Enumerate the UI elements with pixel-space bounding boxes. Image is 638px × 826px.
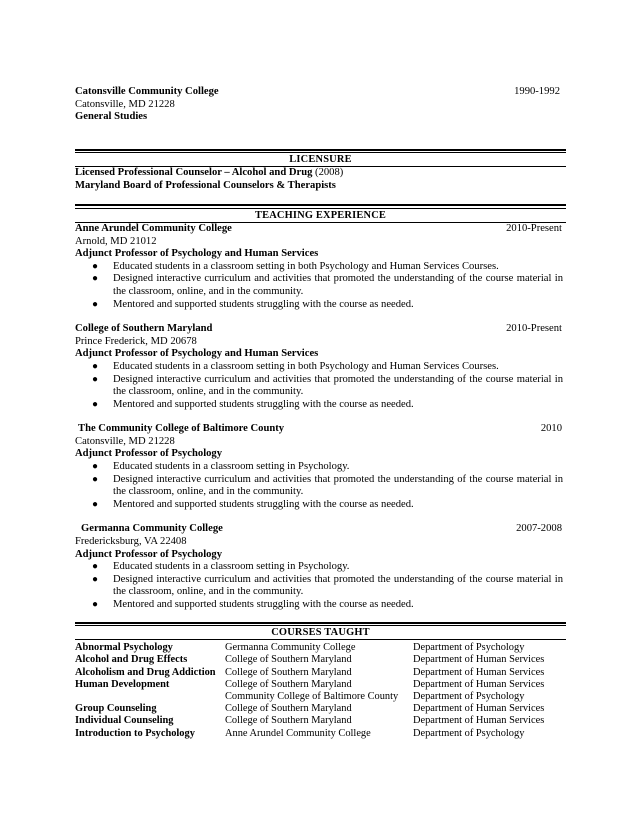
job-bullet: ● Educated students in a classroom setting in both Psychology and Human Services Courses. [92, 260, 499, 272]
bullet-icon: ● [92, 461, 99, 473]
courses-heading: COURSES TAUGHT [271, 627, 370, 639]
education-dates: 1990-1992 [514, 86, 560, 97]
table-row [75, 667, 566, 679]
course-name [75, 691, 225, 703]
table-row [75, 703, 566, 715]
job-bullet: ● Designed interactive curriculum and activities that promoted the understanding of the course material in the classroom, online, and in the community. [92, 273, 563, 297]
course-name: Group Counseling [75, 703, 157, 715]
education-section [75, 86, 566, 124]
teaching-section [75, 223, 566, 612]
course-dept: Department of Human Services [413, 654, 545, 666]
course-dept: Department of Human Services [413, 715, 545, 727]
course-college: College of Southern Maryland [225, 678, 352, 690]
job-title: Adjunct Professor of Psychology [75, 448, 223, 460]
education-program: General Studies [75, 111, 148, 123]
job-bullet: ● Mentored and supported students struggling with the course as needed. [92, 298, 414, 310]
license-name: Licensed Professional Counselor – Alcohol and Drug [75, 167, 313, 179]
resume-page [75, 86, 566, 740]
job-dates: 2007-2008 [516, 523, 562, 535]
course-college: College of Southern Maryland [225, 703, 352, 715]
job-entry [75, 323, 566, 411]
course-dept: Department of Human Services [413, 678, 545, 690]
licensure-section [75, 167, 566, 192]
job-school: Germanna Community College [81, 523, 223, 535]
job-bullet: ● Educated students in a classroom setting in both Psychology and Human Services Courses. [92, 360, 499, 372]
table-row [75, 679, 566, 691]
bullet-icon: ● [92, 373, 99, 385]
course-college: College of Southern Maryland [225, 666, 352, 678]
license-year: (2008) [312, 167, 344, 179]
course-college: Anne Arundel Community College [225, 727, 371, 739]
job-location: Arnold, MD 21012 [75, 235, 157, 247]
courses-header [75, 622, 566, 641]
bullet-icon: ● [92, 398, 99, 410]
section-rule [75, 149, 566, 151]
section-rule [75, 639, 566, 640]
education-school: Catonsville Community College [75, 86, 219, 97]
course-name: Individual Counseling [75, 715, 174, 727]
bullet-icon: ● [92, 561, 99, 573]
licensure-heading: LICENSURE [289, 154, 352, 166]
course-college: College of Southern Maryland [225, 715, 352, 727]
education-school-row [75, 86, 566, 99]
course-name: Human Development [75, 678, 170, 690]
licensure-header [75, 149, 566, 168]
table-row [75, 715, 566, 727]
job-bullet: ● Mentored and supported students struggling with the course as needed. [92, 498, 414, 510]
job-bullet: ● Designed interactive curriculum and activities that promoted the understanding of the course material in the classroom, online, and in the community. [92, 473, 563, 498]
table-row [75, 642, 566, 654]
course-name: Introduction to Psychology [75, 727, 195, 739]
table-row [75, 691, 566, 703]
job-school: The Community College of Baltimore County [78, 423, 285, 435]
job-bullet: ● Educated students in a classroom setting in Psychology. [92, 561, 350, 573]
job-title: Adjunct Professor of Psychology [75, 548, 223, 560]
course-name: Alcohol and Drug Effects [75, 654, 188, 666]
bullet-icon: ● [92, 473, 99, 485]
course-college: Germanna Community College [225, 642, 356, 654]
course-name: Alcoholism and Drug Addiction [75, 666, 216, 678]
bullet-icon: ● [92, 599, 99, 610]
job-bullet: ● Educated students in a classroom setting in Psychology. [92, 461, 350, 473]
course-college: College of Southern Maryland [225, 654, 352, 666]
job-bullet: ● Designed interactive curriculum and activities that promoted the understanding of the course material in the classroom, online, and in the community. [92, 573, 563, 598]
course-dept: Department of Psychology [413, 727, 525, 739]
job-school: College of Southern Maryland [75, 323, 213, 335]
job-school: Anne Arundel Community College [75, 222, 232, 234]
section-rule [75, 622, 566, 624]
course-college: Community College of Baltimore County [225, 690, 399, 702]
section-rule [75, 204, 566, 206]
teaching-header [75, 204, 566, 223]
job-bullet: ● Mentored and supported students struggling with the course as needed. [92, 398, 414, 410]
bullet-icon: ● [92, 498, 99, 510]
course-name: Abnormal Psychology [75, 642, 173, 654]
job-entry [75, 223, 566, 311]
table-row [75, 728, 566, 740]
course-dept: Department of Human Services [413, 666, 545, 678]
job-location: Fredericksburg, VA 22408 [75, 536, 187, 548]
table-row [75, 654, 566, 666]
teaching-heading: TEACHING EXPERIENCE [254, 209, 387, 221]
job-bullet: ● Designed interactive curriculum and activities that promoted the understanding of the course material in the classroom, online, and in the community. [92, 373, 563, 398]
job-dates: 2010 [540, 423, 562, 435]
bullet-icon: ● [92, 573, 99, 585]
license-board: Maryland Board of Professional Counselors & Therapists [75, 179, 336, 191]
job-location: Catonsville, MD 21228 [75, 435, 175, 447]
course-dept: Department of Human Services [413, 703, 545, 715]
bullet-icon: ● [92, 360, 99, 372]
courses-table [75, 642, 566, 740]
job-entry [75, 523, 566, 611]
bullet-icon: ● [92, 260, 99, 272]
job-entry [75, 423, 566, 511]
course-dept: Department of Psychology [413, 642, 525, 654]
job-title: Adjunct Professor of Psychology and Human Services [75, 348, 319, 360]
course-dept: Department of Psychology [413, 690, 525, 702]
job-dates: 2010-Present [506, 323, 562, 335]
job-title: Adjunct Professor of Psychology and Human Services [75, 248, 319, 260]
job-bullet: ● Mentored and supported students struggling with the course as needed. [92, 599, 414, 610]
job-dates: 2010-Present [506, 222, 562, 234]
bullet-icon: ● [92, 298, 99, 310]
education-location: Catonsville, MD 21228 [75, 98, 175, 110]
job-location: Prince Frederick, MD 20678 [75, 335, 197, 347]
bullet-icon: ● [92, 273, 99, 285]
